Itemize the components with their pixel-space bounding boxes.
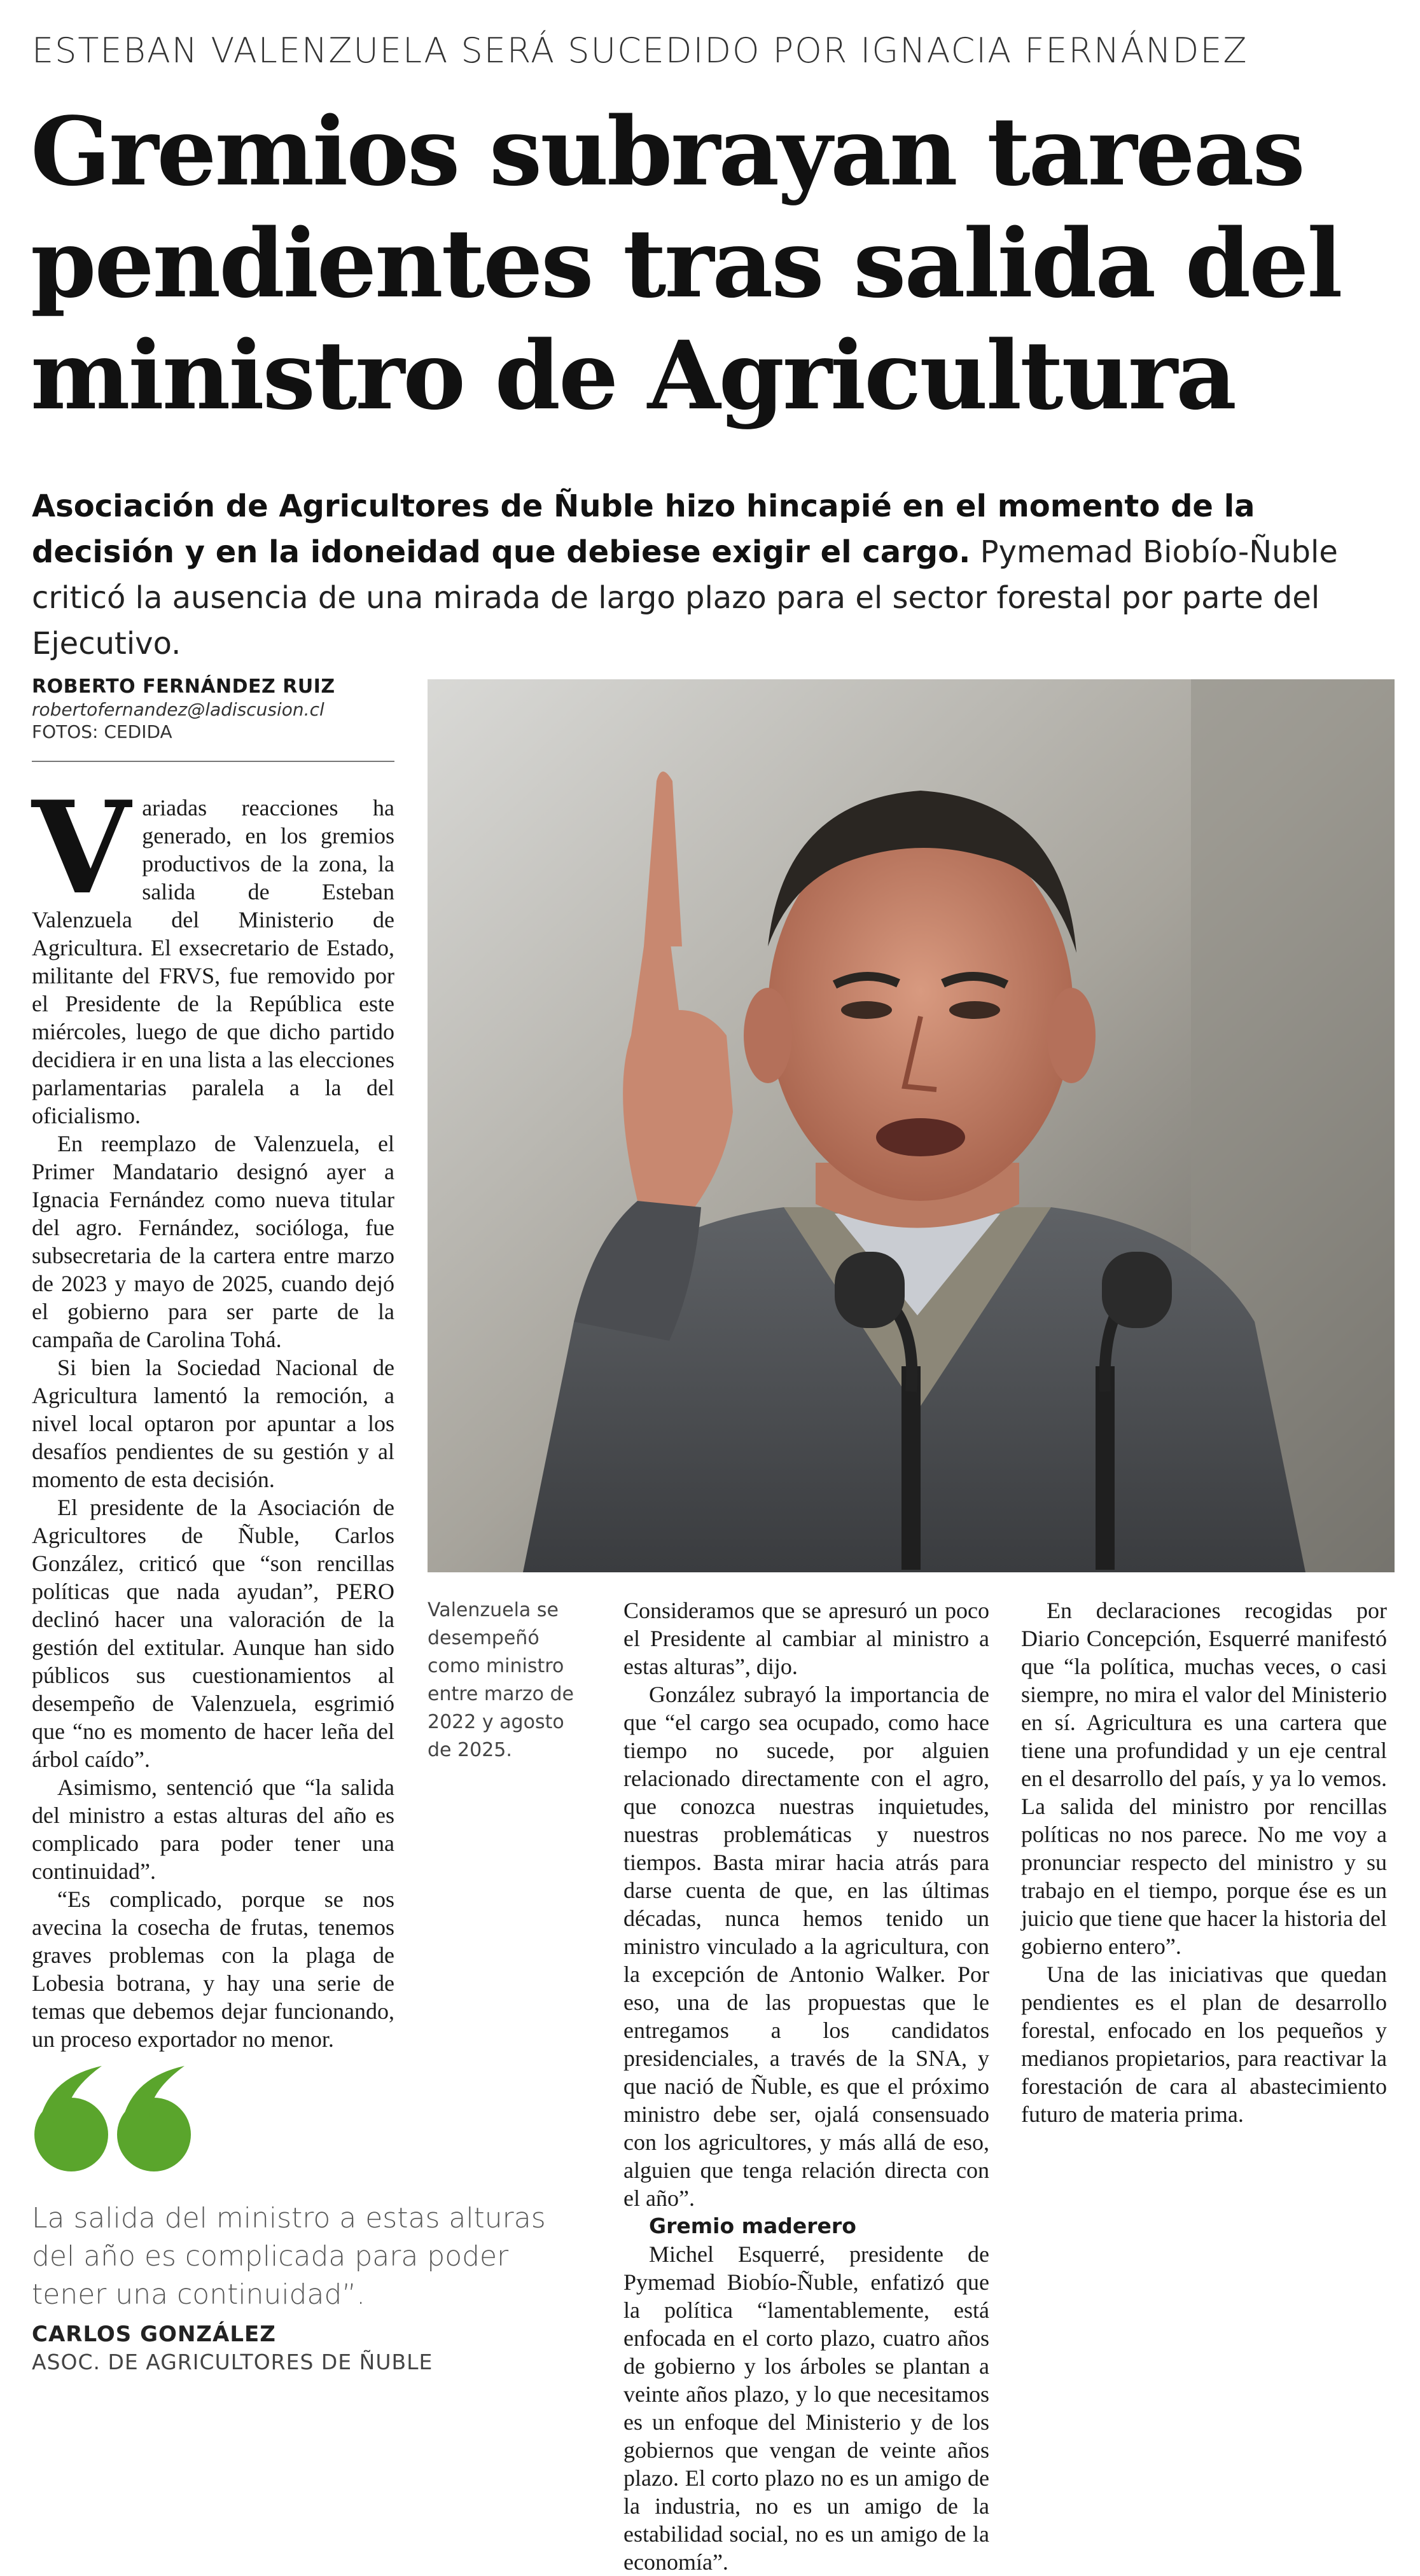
paragraph: El presidente de la Asociación de Agricultores de Ñuble, Carlos González, criticó que “son rencillas políticas que nada ayudan”, PERO declinó hacer una valoración de la gestión del extitular. Aunque han sido públicos sus cuestionamientos al desempeño de Valenzuela, esgrimió que “no es momento de hacer leña del árbol caído”. <box>32 1495 394 1772</box>
headline: Gremios subrayan tareas pendientes tras salida del ministro de Agricultura <box>31 96 1341 431</box>
paragraph: “Es complicado, porque se nos avecina la cosecha de frutas, tenemos graves problemas con la plaga de Lobesia botrana, y hay una serie de temas que debemos dejar funcionando, un proceso exportador no menor. <box>32 1887 394 2052</box>
byline-divider <box>32 761 394 762</box>
byline-photo-credit: FOTOS: CEDIDA <box>32 721 172 742</box>
paragraph: En declaraciones recogidas por Diario Concepción, Esquerré manifestó que “la política, muchas veces, o casi siempre, no mira el valor del Ministerio en sí. Agricultura es una cartera que tiene una profundidad y un eje central en el desarrollo del país, y ya lo vemos. La salida del ministro por rencillas políticas no nos parece. No me voy a pronunciar respecto del ministro y su trabajo en el tiempo, porque ése es un juicio que tiene que hacer la historia del gobierno entero”. <box>1021 1598 1387 1959</box>
paragraph: En reemplazo de Valenzuela, el Primer Mandatario designó ayer a Ignacia Fernández como nueva titular del agro. Fernández, socióloga, fue subsecretaria de la cartera entre marzo de 2023 y mayo de 2025, cuando dejó el gobierno para ser parte de la campaña de Carolina Tohá. <box>32 1131 394 1352</box>
deck-regular: Pymemad Biobío-Ñuble criticó la ausencia de una mirada de largo plazo para el sector forestal por parte del Ejecutivo. <box>32 534 1338 661</box>
pull-quote-org: ASOC. DE AGRICULTORES DE ÑUBLE <box>32 2350 433 2374</box>
paragraph: Si bien la Sociedad Nacional de Agricultura lamentó la remoción, a nivel local optaron por apuntar a los desafíos pendientes de su gestión y al momento de esta decisión. <box>32 1355 394 1492</box>
pull-quote-attribution <box>32 2322 433 2374</box>
article-column-3 <box>1021 1596 1387 2128</box>
paragraph: Consideramos que se apresuró un poco el Presidente al cambiar al ministro a estas alturas”, dijo. <box>623 1598 989 1679</box>
drop-cap: V <box>32 773 131 923</box>
photo-caption: Valenzuela se desempeñó como ministro entre marzo de 2022 y agosto de 2025. <box>428 1599 574 1761</box>
byline-author: ROBERTO FERNÁNDEZ RUIZ <box>32 675 335 698</box>
kicker: ESTEBAN VALENZUELA SERÁ SUCEDIDO POR IGNACIA FERNÁNDEZ <box>32 31 1248 71</box>
deck-bold: Asociación de Agricultores de Ñuble hizo hincapié en el momento de la decisión y en la idoneidad que debiese exigir el cargo. <box>32 488 1255 570</box>
quote-marks-icon <box>32 2066 197 2177</box>
byline-email: robertofernandez@ladiscusion.cl <box>32 699 324 720</box>
paragraph: Una de las iniciativas que quedan pendientes es el plan de desarrollo forestal, enfocado en los pequeños y medianos propietarios, para reactivar la forestación de cara al abastecimiento futuro de materia prima. <box>1021 1962 1387 2127</box>
deck <box>32 483 1400 667</box>
article-column-1 <box>32 773 394 2053</box>
paragraph: González subrayó la importancia de que “el cargo sea ocupado, como hace tiempo no sucede, por alguien relacionado directamente con el agro, que conozca nuestras inquietudes, nuestras problemáticas y nuestros tiempos. Basta mirar hacia atrás para darse cuenta de que, en las últimas décadas, nunca hemos tenido un ministro vinculado a la agricultura, con la excepción de Antonio Walker. Por eso, una de las propuestas que le entregamos a los candidatos presidenciales, a través de la SNA, y que nació de Ñuble, es que el próximo ministro debe ser, ojalá consensuado con los agricultores, y más allá de eso, alguien que tenga relación directa con el año”. <box>623 1682 989 2211</box>
paragraph-text: ariadas reacciones ha generado, en los gremios productivos de la zona, la salida de Esteban Valenzuela del Ministerio de Agricultura. El exsecretario de Estado, militante del FRVS, fue removido por el Presidente de la República este miércoles, luego de que dicho partido decidiera ir en una lista a las elecciones parlamentarias paralela a la del oficialismo. <box>32 795 394 1128</box>
subhead: Gremio maderero <box>649 2213 856 2238</box>
paragraph: Michel Esquerré, presidente de Pymemad Biobío-Ñuble, enfatizó que la política “lamentablemente, está enfocada en el corto plazo, cuatro años de gobierno y los árboles se plantan a veinte años plazo, y lo que necesitamos es un enfoque del Ministerio y de los gobiernos que vengan de veinte años plazo. El corto plazo no es un amigo de la industria, no es un amigo de la estabilidad social, no es un amigo de la economía”. <box>623 2241 989 2575</box>
article-column-2 <box>623 1596 989 2576</box>
byline <box>32 675 335 742</box>
pull-quote-name: CARLOS GONZÁLEZ <box>32 2322 276 2347</box>
paragraph <box>32 773 394 1130</box>
article-photo <box>428 679 1395 1572</box>
pull-quote: La salida del ministro a estas alturas del año es complicada para poder tener una continuidad”. <box>32 2202 546 2311</box>
paragraph: Asimismo, sentenció que “la salida del ministro a estas alturas del año es complicado para poder tener una continuidad”. <box>32 1775 394 1884</box>
